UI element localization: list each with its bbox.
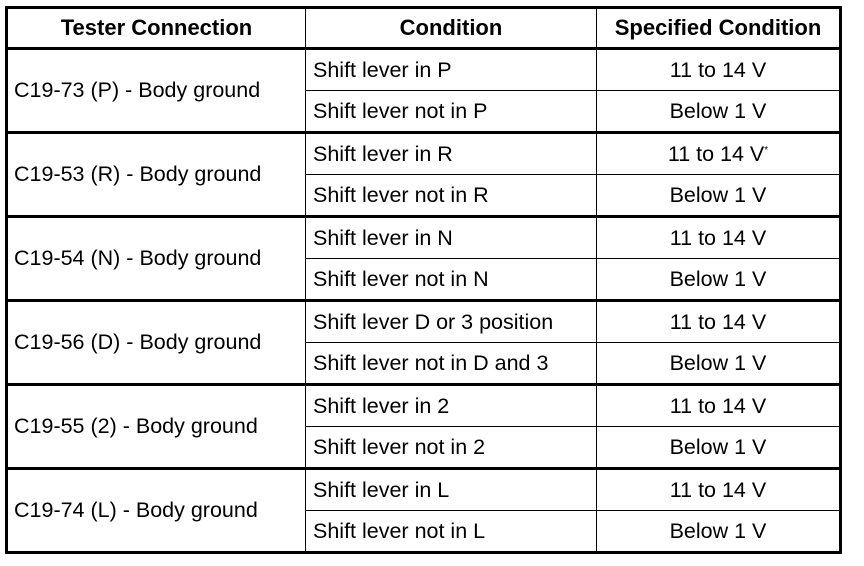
specified-value: Below 1 V xyxy=(669,434,767,459)
condition-cell: Shift lever in P xyxy=(306,49,597,91)
condition-cell: Shift lever in 2 xyxy=(306,385,597,427)
header-condition: Condition xyxy=(306,8,597,49)
specified-condition-cell xyxy=(597,511,841,553)
condition-cell: Shift lever not in R xyxy=(306,175,597,217)
specified-condition-cell xyxy=(597,427,841,469)
specified-value: Below 1 V xyxy=(669,518,767,543)
specified-condition-cell xyxy=(597,175,841,217)
tester-connection-cell: C19-53 (R) - Body ground xyxy=(7,133,306,217)
specified-condition-cell xyxy=(597,385,841,427)
specified-condition-cell xyxy=(597,301,841,343)
specified-value: 11 to 14 V xyxy=(669,309,767,334)
tester-connection-cell: C19-54 (N) - Body ground xyxy=(7,217,306,301)
specified-value: 11 to 14 V xyxy=(669,393,767,418)
specified-value: 11 to 14 V xyxy=(669,225,767,250)
table-row xyxy=(7,49,841,91)
table-row xyxy=(7,301,841,343)
condition-cell: Shift lever in L xyxy=(306,469,597,511)
specified-value: Below 1 V xyxy=(669,266,767,291)
specified-condition-cell xyxy=(597,343,841,385)
tester-connection-cell: C19-74 (L) - Body ground xyxy=(7,469,306,553)
specified-value: Below 1 V xyxy=(669,98,767,123)
condition-cell: Shift lever in N xyxy=(306,217,597,259)
table-row xyxy=(7,469,841,511)
tester-connection-cell: C19-55 (2) - Body ground xyxy=(7,385,306,469)
condition-cell: Shift lever not in 2 xyxy=(306,427,597,469)
header-tester-connection: Tester Connection xyxy=(7,8,306,49)
specified-value: 11 to 14 V xyxy=(669,477,767,502)
table-row xyxy=(7,133,841,175)
condition-cell: Shift lever not in P xyxy=(306,91,597,133)
condition-cell: Shift lever not in N xyxy=(306,259,597,301)
specified-value: Below 1 V xyxy=(669,182,767,207)
header-specified-condition: Specified Condition xyxy=(597,8,841,49)
specified-value: Below 1 V xyxy=(669,350,767,375)
condition-cell: Shift lever D or 3 position xyxy=(306,301,597,343)
table-row xyxy=(7,385,841,427)
condition-cell: Shift lever not in L xyxy=(306,511,597,553)
tester-connection-cell: C19-73 (P) - Body ground xyxy=(7,49,306,133)
specified-condition-cell xyxy=(597,91,841,133)
condition-cell: Shift lever not in D and 3 xyxy=(306,343,597,385)
table-row xyxy=(7,217,841,259)
header-row xyxy=(7,8,841,49)
table-header xyxy=(7,8,841,49)
specified-condition-cell xyxy=(597,259,841,301)
spec-table xyxy=(5,6,842,554)
specified-condition-cell xyxy=(597,49,841,91)
table-body xyxy=(7,49,841,553)
specified-condition-cell xyxy=(597,133,841,175)
footnote-marker: * xyxy=(764,144,769,156)
specified-condition-cell xyxy=(597,469,841,511)
condition-cell: Shift lever in R xyxy=(306,133,597,175)
tester-connection-cell: C19-56 (D) - Body ground xyxy=(7,301,306,385)
specified-condition-cell xyxy=(597,217,841,259)
specified-value: 11 to 14 V xyxy=(667,141,765,166)
specified-value: 11 to 14 V xyxy=(669,57,767,82)
